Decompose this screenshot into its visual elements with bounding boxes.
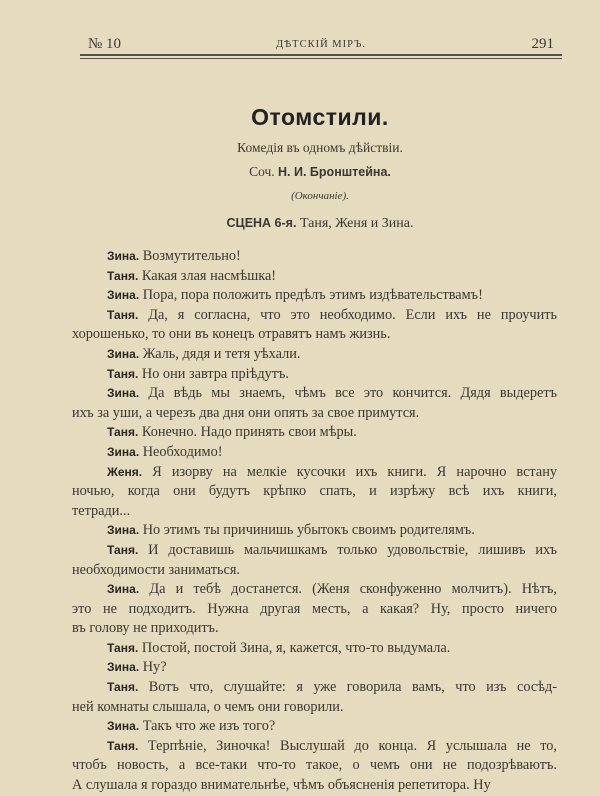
line-text: Вотъ что, слушайте: я уже говорила вамъ, что изъ сосѣд-	[148, 679, 558, 696]
line-text: Конечно. Надо принять свои мѣры.	[141, 424, 357, 441]
line-text: А слушала я гораздо внимательнѣе, чѣмъ объясненія репетитора. Ну	[72, 777, 491, 794]
dialogue-paragraph	[72, 384, 557, 423]
line-text: необходимости заниматься.	[72, 561, 240, 578]
dialogue-paragraph	[72, 639, 557, 659]
line-text: Терпѣніе, Зиночка! Выслушай до конца. Я услышала не то,	[147, 737, 557, 754]
text-line	[72, 345, 557, 365]
text-line	[72, 600, 557, 620]
speaker-name: Женя.	[107, 464, 143, 479]
text-line	[72, 325, 557, 345]
line-text: хорошенько, то они въ конецъ отравятъ намъ жизнь.	[72, 326, 391, 343]
author-line	[80, 164, 560, 180]
line-text: Я изорву на мелкіе кусочки ихъ книги. Я нарочно встану	[152, 463, 558, 480]
text-line	[72, 619, 557, 639]
dialogue-paragraph	[72, 286, 557, 306]
magazine-name: ДѢТСКІЙ МІРЪ.	[275, 39, 367, 50]
line-text: Необходимо!	[142, 443, 223, 460]
continuation-note: (Окончаніе).	[291, 190, 349, 202]
text-line	[72, 717, 557, 737]
line-text: Пора, пора положить предѣлъ этимъ издѣвательствамъ!	[142, 287, 483, 304]
line-text: ихъ за уши, а черезъ два дня они опять за свое примутся.	[72, 404, 420, 421]
text-line	[72, 698, 557, 718]
dialogue-paragraph	[72, 443, 557, 463]
issue-number: № 10	[88, 36, 122, 52]
dialogue-paragraph	[72, 365, 557, 385]
speaker-name: Таня.	[107, 268, 139, 283]
text-line	[72, 541, 557, 561]
text-line	[72, 658, 557, 678]
dialogue-paragraph	[72, 541, 557, 580]
text-line	[72, 423, 557, 443]
speaker-name: Таня.	[107, 425, 139, 440]
dialogue-paragraph	[72, 247, 557, 267]
author-name: Н. И. Бронштейна.	[278, 165, 391, 179]
dialogue-paragraph	[72, 306, 557, 345]
dialogue-paragraph	[72, 658, 557, 678]
line-text: Да вѣдь мы знаемъ, чѣмъ все это кончится. Дядя выдеретъ	[148, 385, 557, 402]
scene-heading	[80, 216, 560, 232]
text-line	[72, 737, 557, 757]
speaker-name: Таня.	[107, 542, 139, 557]
text-line	[72, 365, 557, 385]
line-text: И доставишь мальчишкамъ только удовольствіе, лишивъ ихъ	[148, 541, 557, 558]
line-text: Постой, постой Зина, я, кажется, что-то выдумала.	[141, 639, 451, 656]
dialogue-paragraph	[72, 267, 557, 287]
dialogue-paragraph	[72, 521, 557, 541]
line-text: Какая злая насмѣшка!	[141, 267, 277, 284]
line-text: Да, я согласна, что это необходимо. Если ихъ не проучить	[148, 306, 557, 323]
line-text: ней комнаты слышала, о чемъ они говорили.	[72, 698, 344, 715]
text-line	[72, 580, 557, 600]
line-text: Но этимъ ты причинишь убытокъ своимъ родителямъ.	[142, 522, 475, 539]
line-text: Возмутительно!	[142, 248, 241, 264]
text-line	[72, 247, 557, 267]
text-line	[72, 678, 557, 698]
page-number: 291	[531, 36, 554, 52]
speaker-name: Зина.	[107, 346, 140, 361]
line-text: Ну?	[142, 659, 167, 676]
text-line	[72, 443, 557, 463]
dialogue-paragraph	[72, 345, 557, 365]
line-text: Но они завтра пріѣдутъ.	[141, 365, 289, 382]
speaker-name: Зина.	[107, 582, 140, 597]
dialogue-body	[72, 247, 557, 796]
line-text: тетради...	[72, 502, 131, 519]
line-text: ночью, когда они будутъ крѣпко спать, и изрѣжу всѣ ихъ книги,	[72, 483, 557, 500]
text-line	[72, 776, 557, 796]
dialogue-paragraph	[72, 678, 557, 717]
speaker-name: Зина.	[107, 660, 140, 675]
speaker-name: Зина.	[107, 719, 140, 734]
speaker-name: Таня.	[107, 640, 139, 655]
speaker-name: Зина.	[107, 386, 140, 401]
dialogue-paragraph	[72, 717, 557, 737]
text-line	[72, 482, 557, 502]
header-rule	[80, 54, 562, 59]
speaker-name: Таня.	[107, 366, 139, 381]
speaker-name: Таня.	[107, 307, 139, 322]
line-text: Да и тебѣ достанется. (Женя сконфуженно молчитъ). Нѣтъ,	[149, 581, 557, 598]
line-text: Жаль, дядя и тетя уѣхали.	[142, 345, 301, 362]
dialogue-paragraph	[72, 580, 557, 639]
line-text: чтобъ новость, а все-таки что-то такое, о чемъ они не подозрѣваютъ.	[72, 757, 557, 774]
text-line	[72, 756, 557, 776]
speaker-name: Таня.	[107, 738, 139, 753]
text-line	[72, 384, 557, 404]
scene-characters: Таня, Женя и Зина.	[299, 216, 414, 231]
line-text: это не подходитъ. Нужна другая месть, а какая? Ну, просто ничего	[72, 600, 557, 617]
text-line	[72, 463, 557, 483]
speaker-name: Зина.	[107, 288, 140, 303]
speaker-name: Зина.	[107, 523, 140, 538]
text-line	[72, 286, 557, 306]
text-line	[72, 404, 557, 424]
speaker-name: Зина.	[107, 444, 140, 459]
dialogue-paragraph	[72, 423, 557, 443]
text-line	[72, 502, 557, 522]
scene-label: СЦЕНА 6-я.	[226, 216, 297, 230]
text-line	[72, 561, 557, 581]
play-title: Отомстили.	[251, 104, 389, 130]
line-text: Такъ что же изъ того?	[142, 718, 276, 735]
line-text: въ голову не приходитъ.	[72, 620, 219, 637]
speaker-name: Зина.	[107, 249, 140, 263]
play-subtitle: Комедія въ одномъ дѣйствіи.	[237, 140, 403, 155]
dialogue-paragraph	[72, 737, 557, 796]
text-line	[72, 639, 557, 659]
text-line	[72, 267, 557, 287]
author-prefix: Соч.	[249, 164, 275, 179]
dialogue-paragraph	[72, 463, 557, 522]
speaker-name: Таня.	[107, 680, 139, 695]
text-line	[72, 521, 557, 541]
text-line	[72, 306, 557, 326]
